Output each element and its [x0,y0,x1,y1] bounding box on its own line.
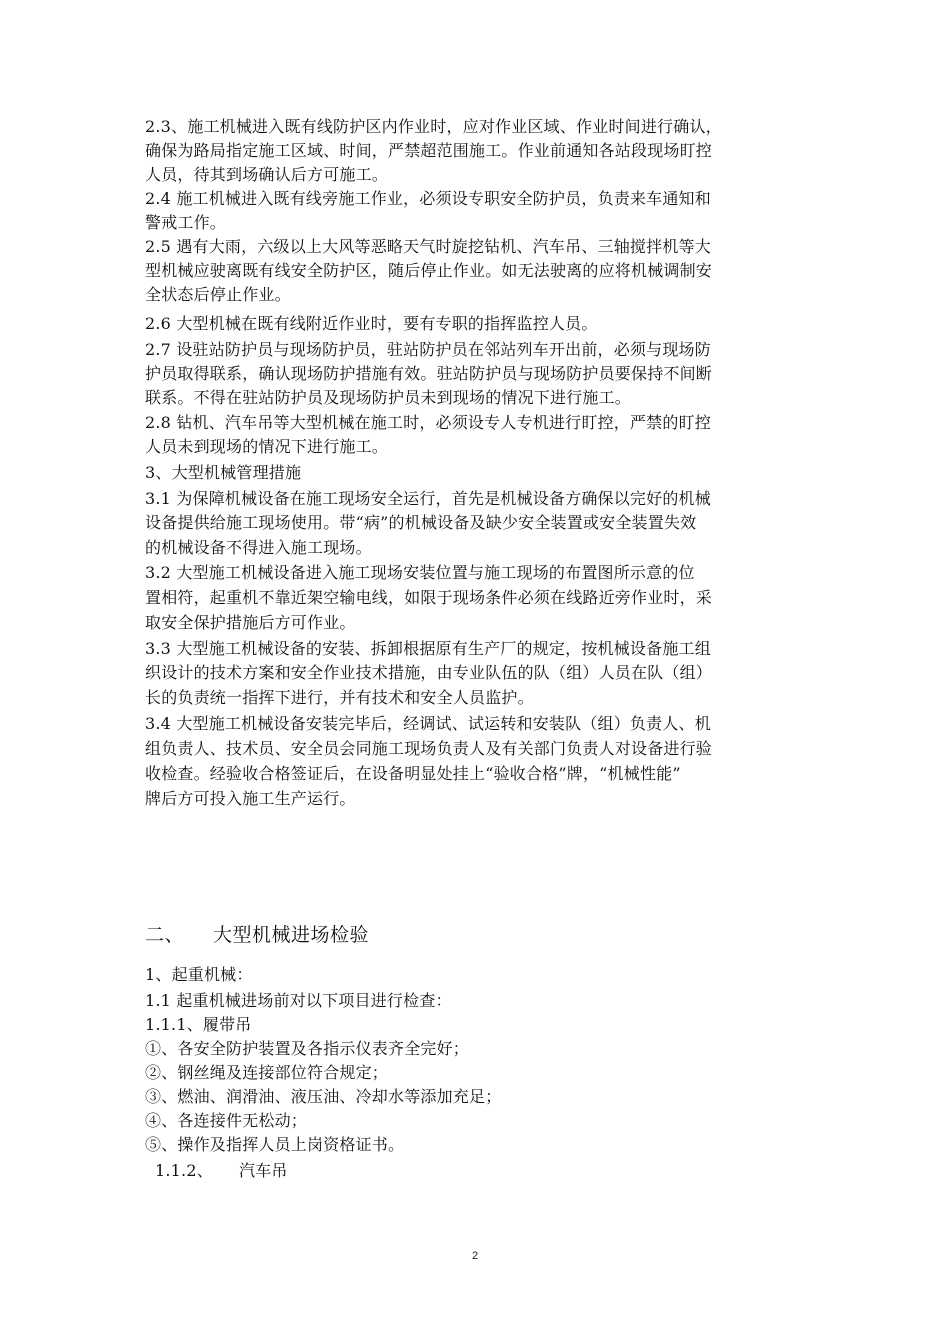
text-line: 护员取得联系，确认现场防护措施有效。驻站防护员与现场防护员要保持不间断 [145,364,713,383]
text-line: 3.4 大型施工机械设备安装完毕后，经调试、试运转和安装队（组）负责人、机 [145,714,711,733]
text-line: 2.8 钻机、汽车吊等大型机械在施工时，必须设专人专机进行盯控，严禁的盯控 [145,413,711,432]
text-line: 联系。不得在驻站防护员及现场防护员未到现场的情况下进行施工。 [145,388,632,407]
text-line: 的机械设备不得进入施工现场。 [145,538,372,557]
text-line: 长的负责统一指挥下进行，并有技术和安全人员监护。 [145,688,534,707]
text-line: 织设计的技术方案和安全作业技术措施，由专业队伍的队（组）人员在队（组） [145,663,713,682]
text-line: 2.6 大型机械在既有线附近作业时，要有专职的指挥监控人员。 [145,314,598,333]
text-line: 确保为路局指定施工区域、时间，严禁超范围施工。作业前通知各站段现场盯控 [145,141,713,160]
text-line: 2.5 遇有大雨，六级以上大风等恶略天气时旋挖钻机、汽车吊、三轴搅拌机等大 [145,237,711,256]
text-line: 3.2 大型施工机械设备进入施工现场安装位置与施工现场的布置图所示意的位 [145,563,695,582]
section-line: 1.1 起重机械进场前对以下项目进行检查： [145,991,452,1010]
text-line: 全状态后停止作业。 [145,285,291,304]
page-number: 2 [471,1250,479,1262]
text-line: 设备提供给施工现场使用。带“病”的机械设备及缺少安全装置或安全装置失效 [145,513,697,532]
text-line: 置相符，起重机不靠近架空输电线，如限于现场条件必须在线路近旁作业时，采 [145,588,713,607]
checklist-item: ②、钢丝绳及连接部位符合规定； [145,1063,389,1082]
section-heading [145,922,369,948]
text-line: 3.1 为保障机械设备在施工现场安全运行，首先是机械设备方确保以完好的机械 [145,489,711,508]
checklist-item: ⑤、操作及指挥人员上岗资格证书。 [145,1135,405,1154]
text-line: 3、大型机械管理措施 [145,463,302,482]
subsection-number: 1.1.2、 [155,1161,213,1180]
subsection-label: 汽车吊 [239,1161,288,1180]
text-line: 取安全保护措施后方可作业。 [145,613,356,632]
text-line: 型机械应驶离既有线安全防护区，随后停止作业。如无法驶离的应将机械调制安 [145,261,713,280]
text-line: 牌后方可投入施工生产运行。 [145,789,356,808]
text-line: 2.3、施工机械进入既有线防护区内作业时，应对作业区域、作业时间进行确认， [145,117,722,136]
section-heading-number: 二、 [145,924,185,946]
text-line: 收检查。经验收合格签证后，在设备明显处挂上“验收合格”牌，“机械性能” [145,764,681,783]
text-line: 警戒工作。 [145,213,227,232]
checklist-item: ③、燃油、润滑油、液压油、冷却水等添加充足； [145,1087,502,1106]
text-line: 人员，待其到场确认后方可施工。 [145,165,389,184]
text-line: 组负责人、技术员、安全员会同施工现场负责人及有关部门负责人对设备进行验 [145,739,713,758]
text-line: 2.4 施工机械进入既有线旁施工作业，必须设专职安全防护员，负责来车通知和 [145,189,711,208]
checklist-item: ④、各连接件无松动； [145,1111,308,1130]
text-line: 3.3 大型施工机械设备的安装、拆卸根据原有生产厂的规定，按机械设备施工组 [145,639,711,658]
text-line: 人员未到现场的情况下进行施工。 [145,437,389,456]
subsection-title [155,1160,835,1182]
section-line: 1.1.1、履带吊 [145,1015,252,1034]
checklist-item: ①、各安全防护装置及各指示仪表齐全完好； [145,1039,470,1058]
section-line: 1、起重机械： [145,965,253,984]
text-line: 2.7 设驻站防护员与现场防护员，驻站防护员在邻站列车开出前，必须与现场防 [145,340,711,359]
section-heading-title: 大型机械进场检验 [213,924,370,946]
